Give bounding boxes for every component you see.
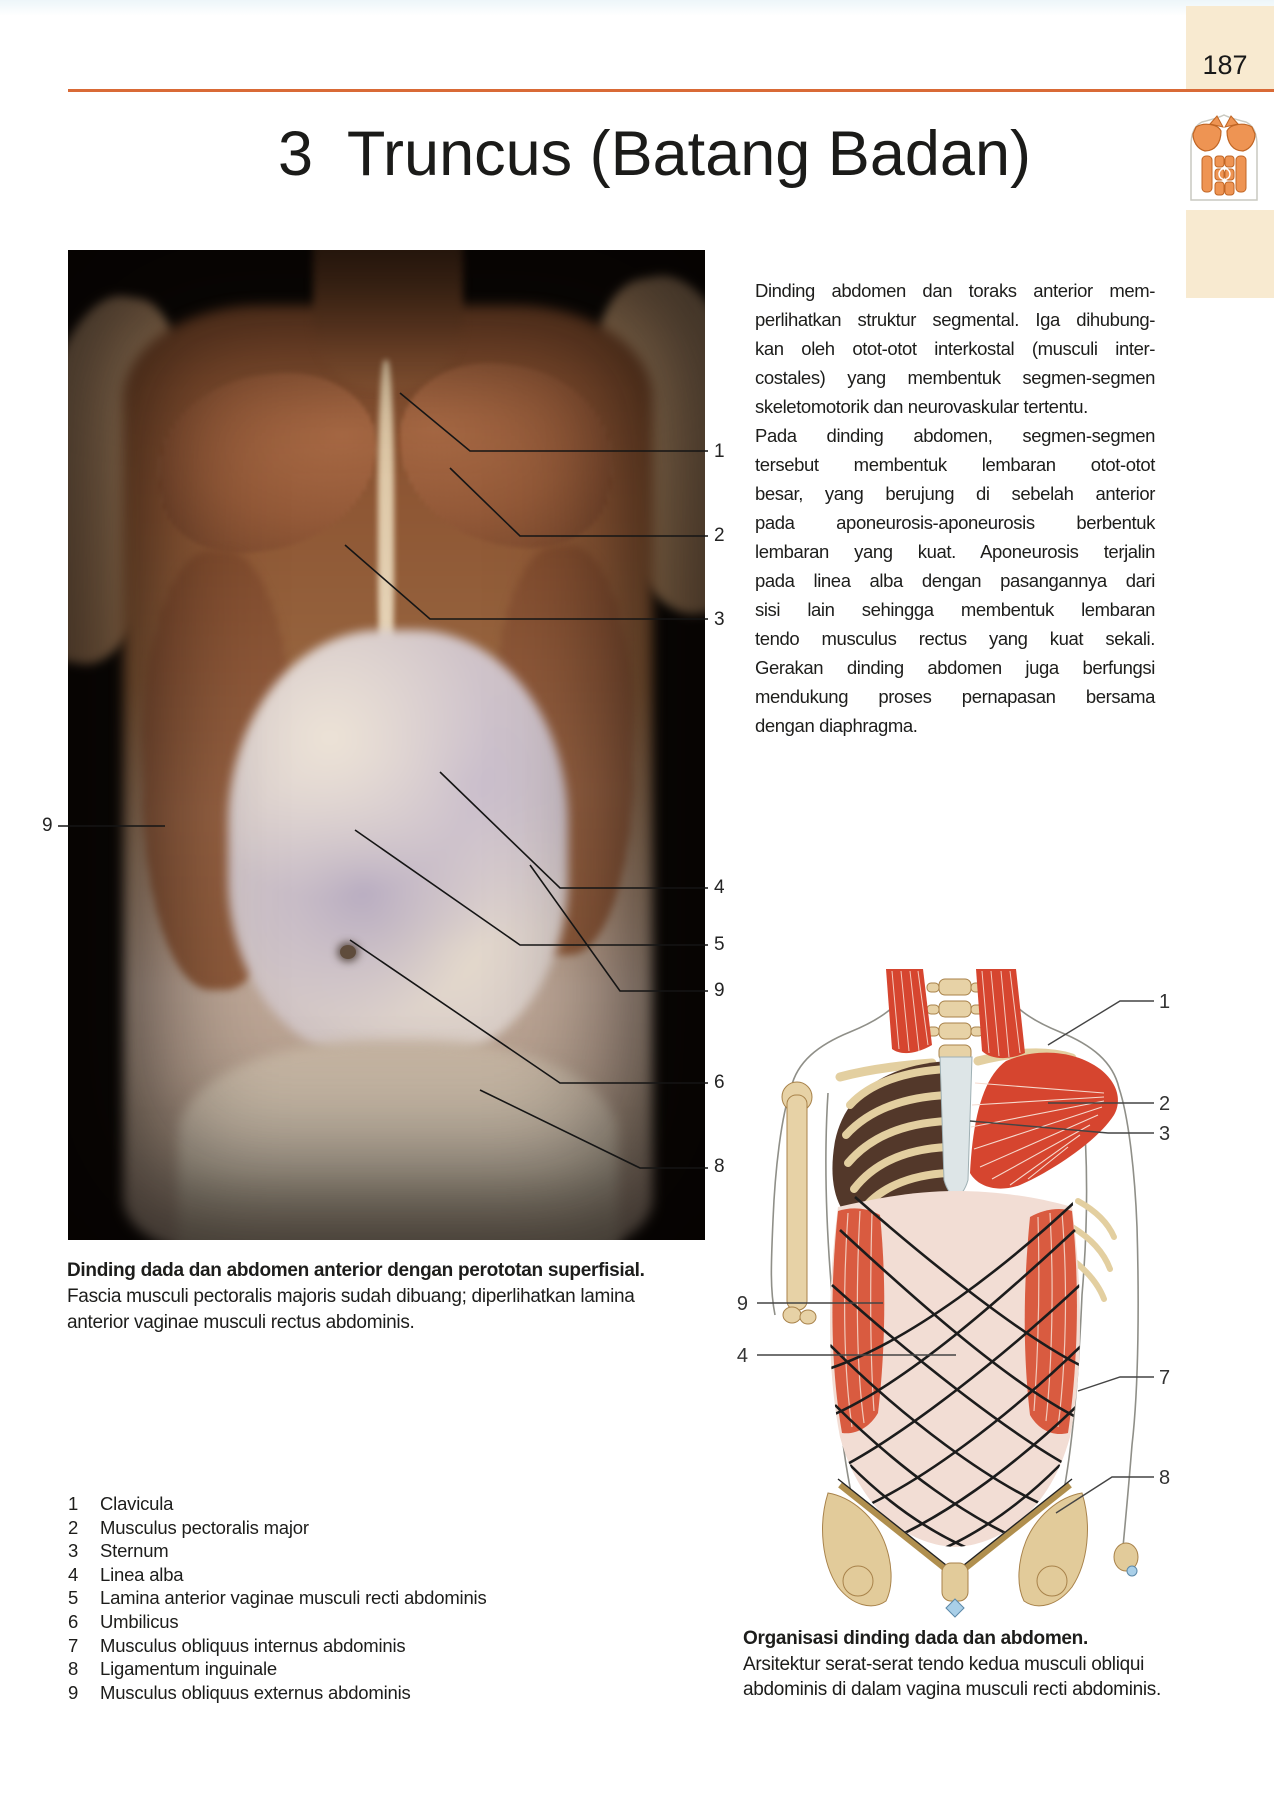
sternum (940, 1057, 972, 1196)
photo-callout-6: 6 (714, 1072, 725, 1093)
intro-line: tersebut membentuk lembaran otot-otot (755, 454, 1155, 475)
figure-callout-8: 8 (1159, 1467, 1171, 1489)
legend-item (68, 1634, 487, 1658)
photo-callout-2: 2 (714, 525, 725, 546)
legend-item (68, 1516, 487, 1540)
figure-caption (743, 1626, 1161, 1703)
figure-callout-2: 2 (1159, 1093, 1171, 1115)
figure-callout-3: 3 (1159, 1123, 1171, 1145)
trunk-illustration (680, 965, 1180, 1625)
figure-caption-line: Arsitektur serat-serat tendo kedua musculi obliqui (743, 1653, 1145, 1675)
legend-item (68, 1681, 487, 1705)
photo-caption-line: anterior vaginae musculi rectus abdominis. (67, 1312, 415, 1333)
intro-line: Gerakan dinding abdomen juga berfungsi (755, 657, 1155, 678)
intro-line: dengan diaphragma. (755, 715, 918, 736)
legend-number: 6 (68, 1610, 79, 1632)
page-edge-tint (0, 0, 1274, 16)
intro-line: costales) yang membentuk segmen-segmen (755, 367, 1155, 388)
intro-line: besar, yang berujung di sebelah anterior (755, 483, 1155, 504)
legend-label: Sternum (100, 1540, 169, 1562)
figure-caption-bold: Organisasi dinding dada dan abdomen. (743, 1628, 1088, 1649)
figure-caption-line: abdominis di dalam vagina musculi recti abdominis. (743, 1679, 1161, 1700)
photo-callout-8: 8 (714, 1156, 725, 1177)
intro-line: Pada dinding abdomen, segmen-segmen (755, 425, 1155, 446)
header-rule (68, 89, 1274, 92)
photo-callout-9-right: 9 (714, 980, 725, 1001)
legend-number: 2 (68, 1516, 79, 1538)
intro-line: kan oleh otot-otot interkostal (musculi inter- (755, 338, 1155, 359)
pubic-marker (946, 1599, 964, 1617)
intro-line: tendo musculus rectus yang kuat sekali. (755, 628, 1155, 649)
legend-item (68, 1492, 487, 1516)
intro-paragraph (755, 276, 1155, 740)
legend-item (68, 1563, 487, 1587)
legend-label: Musculus obliquus externus abdominis (100, 1681, 411, 1703)
photo-callout-9-left: 9 (42, 815, 53, 836)
legend-label: Musculus obliquus internus abdominis (100, 1634, 406, 1656)
legend-number: 4 (68, 1563, 79, 1585)
legend-label: Musculus pectoralis major (100, 1516, 309, 1538)
legend-label: Umbilicus (100, 1610, 179, 1632)
intro-line: pada aponeurosis-aponeurosis berbentuk (755, 512, 1155, 533)
chapter-tab-block (1186, 210, 1274, 298)
photo-caption-line: Fascia musculi pectoralis majoris sudah dibuang; diperlihatkan lamina (67, 1286, 635, 1307)
hand-marker (1127, 1566, 1137, 1576)
cervical-vertebrae (927, 979, 983, 1061)
intro-line: pada linea alba dengan pasangannya dari (755, 570, 1155, 591)
intro-line: skeletomotorik dan neurovaskular tertentu. (755, 396, 1088, 417)
chapter-title: 3 Truncus (Batang Badan) (278, 119, 1031, 189)
photo-callout-3: 3 (714, 609, 725, 630)
intro-line: perlihatkan struktur segmental. Iga dihubung- (755, 309, 1155, 330)
legend-label: Ligamentum inguinale (100, 1658, 278, 1680)
legend-number: 3 (68, 1540, 79, 1562)
legend-item (68, 1610, 487, 1634)
figure-callout-1: 1 (1159, 991, 1171, 1013)
legend-item (68, 1539, 487, 1563)
legend-number: 9 (68, 1681, 79, 1703)
photo-vignette (68, 250, 705, 1240)
pectoralis-major (970, 1053, 1118, 1189)
figure-callout-4: 4 (736, 1345, 748, 1367)
photo-callout-1: 1 (714, 441, 725, 462)
photo-caption (67, 1258, 645, 1336)
cadaver-photo (68, 250, 705, 1240)
legend-item (68, 1586, 487, 1610)
legend-label: Linea alba (100, 1563, 184, 1585)
legend-label: Lamina anterior vaginae musculi recti abdominis (100, 1587, 487, 1609)
intro-line: mendukung proses pernapasan bersama (755, 686, 1155, 707)
legend-list (68, 1492, 487, 1704)
left-humerus-bone (782, 1082, 816, 1324)
legend-item (68, 1657, 487, 1681)
legend-number: 7 (68, 1634, 79, 1656)
legend-number: 8 (68, 1658, 79, 1680)
intro-line: Dinding abdomen dan toraks anterior mem- (755, 280, 1155, 301)
photo-callout-4: 4 (714, 877, 725, 898)
trunk-muscle-chart-icon (1188, 112, 1260, 204)
legend-number: 5 (68, 1587, 79, 1609)
intro-line: lembaran yang kuat. Aponeurosis terjalin (755, 541, 1155, 562)
intro-line: sisi lain sehingga membentuk lembaran (755, 599, 1155, 620)
photo-callout-5: 5 (714, 934, 725, 955)
page-number: 187 (1202, 50, 1248, 80)
legend-number: 1 (68, 1493, 79, 1514)
figure-callout-9: 9 (736, 1293, 748, 1315)
legend-label: Clavicula (100, 1493, 174, 1514)
photo-caption-bold: Dinding dada dan abdomen anterior dengan perototan superfisial. (67, 1260, 645, 1281)
figure-callout-7: 7 (1159, 1367, 1171, 1389)
